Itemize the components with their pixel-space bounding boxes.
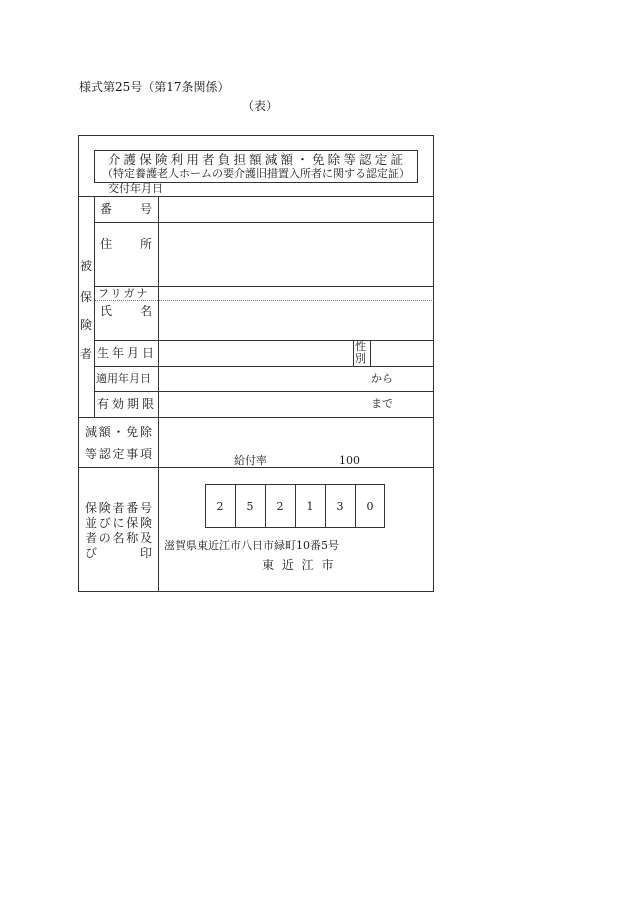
label-char: 期: [126, 397, 139, 411]
gender-right-line: [370, 340, 371, 366]
label-char: ・: [112, 425, 125, 439]
insured-char: 険: [80, 318, 93, 332]
certificate-title: 介護保険利用者負担額減額・免除等認定証: [107, 152, 407, 167]
label-char: 号: [139, 501, 152, 515]
label-char: 項: [139, 447, 152, 461]
applicable-suffix: から: [371, 372, 393, 385]
label-char: 氏: [100, 304, 113, 318]
certificate-subtitle: （特定養護老人ホームの要介護旧措置入所者に関する認定証）: [102, 167, 410, 180]
label-column-line: [158, 417, 159, 592]
label-char: 効: [111, 397, 124, 411]
label-char: び: [98, 516, 111, 530]
table-right-border: [433, 135, 434, 592]
insured-char: 保: [80, 290, 93, 304]
insured-column-line: [94, 196, 95, 417]
insured-char: 被: [80, 259, 93, 273]
label-char: 険: [139, 516, 152, 530]
table-bottom-border: [78, 591, 434, 592]
label-char: に: [112, 516, 125, 530]
number-label: [100, 203, 152, 215]
label-char: 名: [112, 531, 125, 545]
label-char: 認: [98, 447, 111, 461]
label-char: 印: [139, 546, 152, 560]
label-char: 者: [85, 531, 98, 545]
label-char: 年: [111, 346, 124, 360]
reduction-label-line2: [85, 448, 152, 460]
birth-date-label: [97, 347, 154, 359]
insurer-address: 滋賀県東近江市八日市緑町10番5号: [164, 539, 339, 552]
insurer-digit: 1: [306, 500, 314, 513]
label-column-line: [158, 196, 159, 417]
label-char: 定: [112, 447, 125, 461]
label-char: 生: [97, 346, 110, 360]
insurer-label-line3: [85, 532, 152, 544]
table-top-border: [78, 135, 434, 136]
row-line: [78, 196, 434, 197]
form-number: 様式第25号（第17条関係）: [79, 80, 230, 94]
label-char: 日: [141, 346, 154, 360]
label-char: 限: [141, 397, 154, 411]
expiry-label: [97, 398, 154, 410]
row-line: [94, 340, 434, 341]
label-char: 免: [126, 425, 139, 439]
row-line: [78, 417, 434, 418]
row-line: [94, 222, 434, 223]
label-char: 番: [100, 202, 113, 216]
expiry-suffix: まで: [371, 397, 393, 410]
insurer-digit: 2: [216, 500, 224, 513]
label-char: 及: [139, 531, 152, 545]
address-label: [100, 238, 152, 250]
furigana-dotted-line: [94, 300, 434, 301]
insurer-label-line4: [85, 547, 152, 559]
benefit-rate-value: 100: [339, 454, 360, 467]
label-char: 除: [139, 425, 152, 439]
label-char: 並: [85, 516, 98, 530]
gender-char: 性: [355, 340, 366, 353]
label-char: 保: [126, 516, 139, 530]
label-char: の: [98, 531, 111, 545]
table-left-border: [78, 135, 79, 592]
gender-char: 別: [355, 352, 366, 365]
label-char: 険: [98, 501, 111, 515]
label-char: 号: [139, 202, 152, 216]
row-line: [94, 366, 434, 367]
label-char: 有: [97, 397, 110, 411]
insurer-digit: 2: [276, 500, 284, 513]
label-char: 所: [139, 237, 152, 251]
label-char: 等: [85, 447, 98, 461]
insurer-digit: 3: [336, 500, 344, 513]
insurer-digit: 0: [366, 500, 374, 513]
label-char: 減: [85, 425, 98, 439]
insurer-label-line1: [85, 502, 152, 514]
reduction-label-line1: [85, 426, 152, 438]
furigana-label: フリガナ: [98, 287, 150, 300]
insurer-digit: 5: [246, 500, 254, 513]
label-char: 者: [112, 501, 125, 515]
applicable-date-label: 適用年月日: [96, 372, 151, 385]
label-char: 月: [126, 346, 139, 360]
label-char: 名: [139, 304, 152, 318]
name-label: [100, 305, 152, 317]
side-label: （表）: [242, 99, 279, 113]
benefit-rate-label: 給付率: [234, 454, 267, 467]
label-char: び: [85, 546, 98, 560]
row-line: [94, 391, 434, 392]
label-char: 住: [100, 237, 113, 251]
label-char: 事: [126, 447, 139, 461]
insurer-name: 東 近 江 市: [262, 558, 336, 572]
label-char: 番: [126, 501, 139, 515]
insurer-label-line2: [85, 517, 152, 529]
label-char: 額: [98, 425, 111, 439]
insured-char: 者: [80, 347, 93, 361]
issue-date-label: 交付年月日: [108, 182, 163, 195]
label-char: 称: [126, 531, 139, 545]
gender-left-line: [353, 340, 354, 366]
label-char: 保: [85, 501, 98, 515]
row-line: [78, 467, 434, 468]
